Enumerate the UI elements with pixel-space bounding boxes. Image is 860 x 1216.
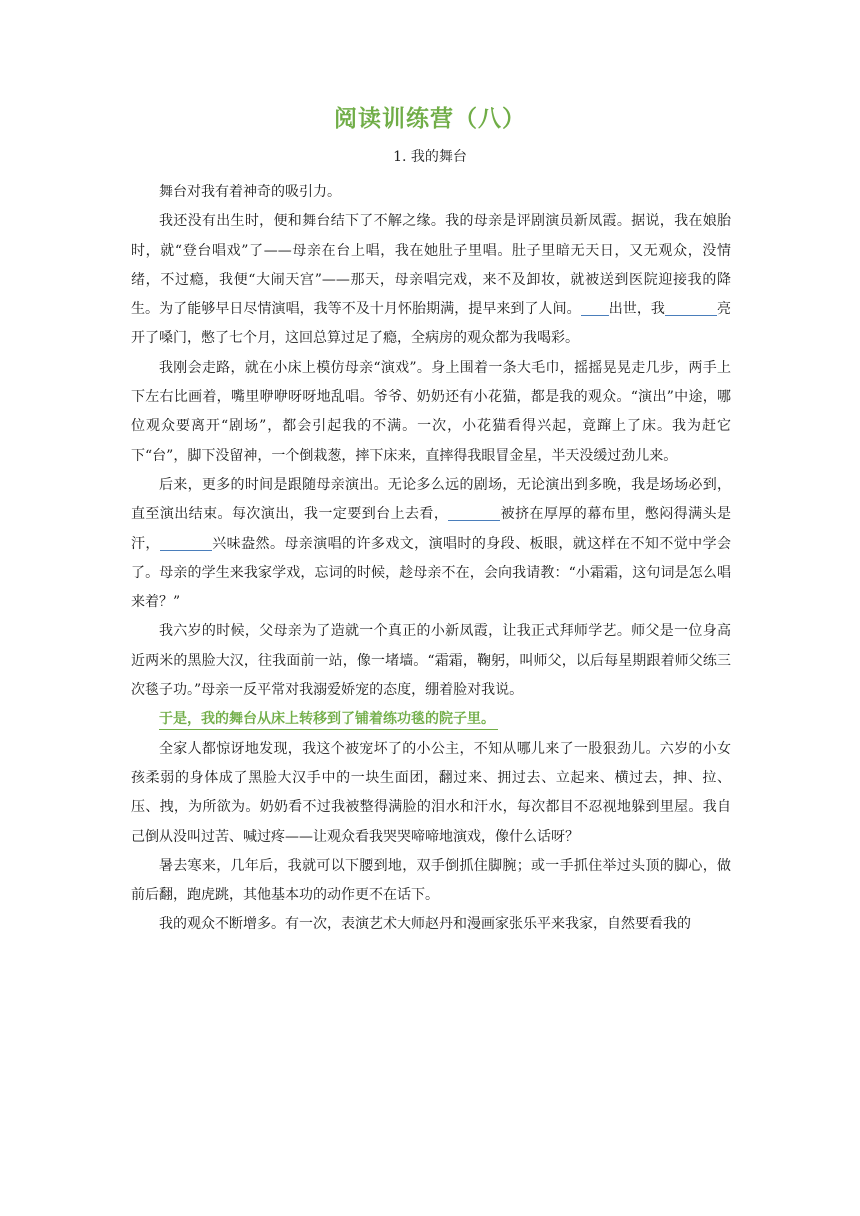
paragraph-4-text-c: 兴味盎然。母亲演唱的许多戏文，演唱时的身段、板眼，就这样在不知不觉中学会了。母亲的学生来我家学戏，忘词的时候，趁母亲不在，会向我请教：“小霜霜，这句词是怎么唱来着？”: [131, 535, 731, 611]
paragraph-8: 暑去寒来，几年后，我就可以下腰到地，双手倒抓住脚腕；或一手抓住举过头顶的脚心，做前后翻，跑虎跳，其他基本功的动作更不在话下。: [131, 857, 731, 904]
paragraph-4: [131, 471, 731, 617]
paragraph-4-text-a: 后来，更多的时间是跟随母亲演出。无论多么远的剧场，无论演出到多晚，我是场场必到，直至演出结束。每次演出，我一定要到台上去看，: [131, 476, 731, 523]
paragraph-2-text-a: 我还没有出生时，便和舞台结下了不解之缘。我的母亲是评剧演员新凤霞。据说，我在娘胎时，就“登台唱戏”了——母亲在台上唱，我在她肚子里唱。肚子里暗无天日，又无观众，没情绪，不过瘾，我便“大闹天宫”——那天，母亲唱完戏，来不及卸妆，就被送到医院迎接我的降生。为了能够早日尽情演唱，我等不及十月怀胎期满，提早来到了人间。: [131, 213, 731, 318]
fill-blank-2[interactable]: [665, 299, 717, 316]
highlighted-sentence: 于是，我的舞台从床上转移到了铺着练功毯的院子里。: [159, 709, 498, 730]
paragraph-4-text-b: 被挤在厚厚的幕布里，憋闷得满头是汗，: [131, 506, 732, 552]
fill-blank-1[interactable]: [581, 299, 609, 316]
paragraph-5: 我六岁的时候，父母亲为了造就一个真正的小新凤霞，让我正式拜师学艺。师父是一位身高近两米的黑脸大汉，往我面前一站，像一堵墙。“霜霜，鞠躬，叫师父，以后每星期跟着师父练三次毯子功。”母亲一反平常对我溺爱娇宠的态度，绷着脸对我说。: [131, 623, 731, 699]
paragraph-6-wrapper: [131, 705, 731, 734]
fill-blank-4[interactable]: [160, 534, 212, 551]
fill-blank-3[interactable]: [448, 504, 500, 521]
paragraph-3: 我刚会走路，就在小床上模仿母亲“演戏”。身上围着一条大毛巾，摇摇晃晃走几步，两手上下左右比画着，嘴里咿咿呀呀地乱唱。爷爷、奶奶还有小花猫，都是我的观众。“演出”中途，哪位观众要离开“剧场”，都会引起我的不满。一次，小花猫看得兴起，竟蹿上了床。我为赶它下“台”，脚下没留神，一个倒栽葱，摔下床来，直摔得我眼冒金星，半天没缓过劲儿来。: [131, 359, 731, 464]
paragraph-2-text-c: 亮开了嗓门，憋了七个月，这回总算过足了瘾，全病房的观众都为我喝彩。: [131, 301, 732, 347]
article-title: 1. 我的舞台: [393, 149, 467, 165]
paragraph-2-text-b: 出世，我: [608, 301, 665, 318]
paragraph-9: 我的观众不断增多。有一次，表演艺术大师赵丹和漫画家张乐平来我家，自然要看我的: [159, 916, 691, 933]
paragraph-2: [131, 207, 731, 353]
paragraph-1: 舞台对我有着神奇的吸引力。: [159, 184, 341, 200]
article-body: [131, 178, 731, 940]
paragraph-7: 全家人都惊讶地发现，我这个被宠坏了的小公主，不知从哪儿来了一股狠劲儿。六岁的小女孩柔弱的身体成了黑脸大汉手中的一块生面团，翻过来、拥过去、立起来、横过去，抻、拉、压、拽，为所欲为。奶奶看不过我被整得满脸的泪水和汗水，每次都目不忍视地躲到里屋。我自己倒从没叫过苦、喊过疼——让观众看我哭哭啼啼地演戏，像什么话呀？: [131, 740, 731, 845]
page-title: 阅读训练营（八）: [334, 106, 526, 132]
